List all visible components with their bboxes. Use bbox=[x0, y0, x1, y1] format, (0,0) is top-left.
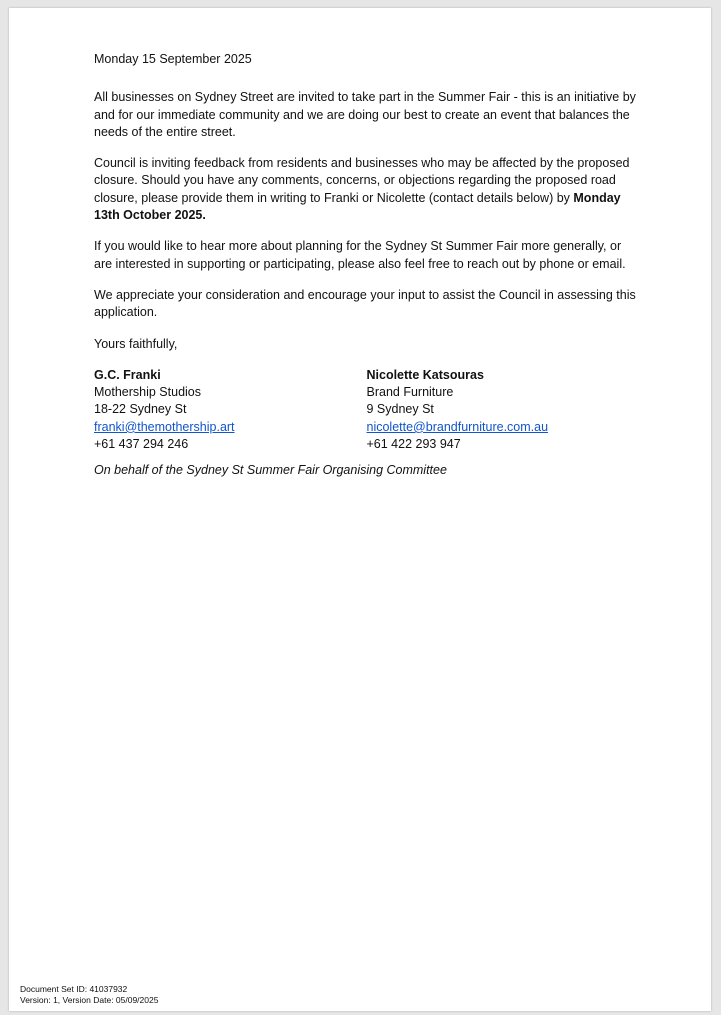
signatory-address: 9 Sydney St bbox=[366, 402, 434, 417]
signatory-email-link[interactable]: franki@themothership.art bbox=[94, 419, 235, 434]
feedback-deadline: Monday 13th October 2025. bbox=[94, 190, 621, 223]
letter-body bbox=[94, 51, 639, 480]
signatory-phone: +61 422 293 947 bbox=[366, 437, 461, 452]
document-page bbox=[9, 8, 711, 1011]
paragraph-invitation: All businesses on Sydney Street are invited to take part in the Summer Fair - this is an initiative by and for our immediate community and we are doing our best to create an event that balances the needs of the entire street. bbox=[94, 90, 636, 139]
signatory-address: 18-22 Sydney St bbox=[94, 402, 187, 417]
signatory-org: Brand Furniture bbox=[366, 385, 454, 400]
signatory-name: G.C. Franki bbox=[94, 367, 161, 382]
paragraph-more-info: If you would like to hear more about planning for the Sydney St Summer Fair more generally, or are interested in supporting or participating, please also feel free to reach out by phone or email. bbox=[94, 239, 626, 271]
feedback-text: Council is inviting feedback from residents and businesses who may be affected by the proposed closure. Should you have any comments, concerns, or objections regarding the proposed road closure, please provide them in writing to Franki or Nicolette (contact details below) by bbox=[94, 156, 630, 205]
signatory-org: Mothership Studios bbox=[94, 385, 202, 400]
document-footer bbox=[20, 984, 158, 1006]
signatory-name: Nicolette Katsouras bbox=[366, 367, 484, 382]
paragraph-feedback bbox=[94, 155, 639, 224]
paragraph-appreciation: We appreciate your consideration and encourage your input to assist the Council in assessing this application. bbox=[94, 287, 636, 320]
letter-date: Monday 15 September 2025 bbox=[94, 52, 252, 66]
document-version: Version: 1, Version Date: 05/09/2025 bbox=[20, 995, 159, 1005]
signatures bbox=[94, 367, 639, 453]
signature-franki bbox=[94, 367, 367, 453]
signature-nicolette bbox=[367, 367, 640, 453]
document-set-id: Document Set ID: 41037932 bbox=[20, 984, 128, 994]
signatory-phone: +61 437 294 246 bbox=[94, 437, 189, 452]
signatory-email-link[interactable]: nicolette@brandfurniture.com.au bbox=[366, 419, 549, 434]
on-behalf-note: On behalf of the Sydney St Summer Fair Organising Committee bbox=[94, 463, 447, 478]
closing: Yours faithfully, bbox=[94, 336, 178, 351]
